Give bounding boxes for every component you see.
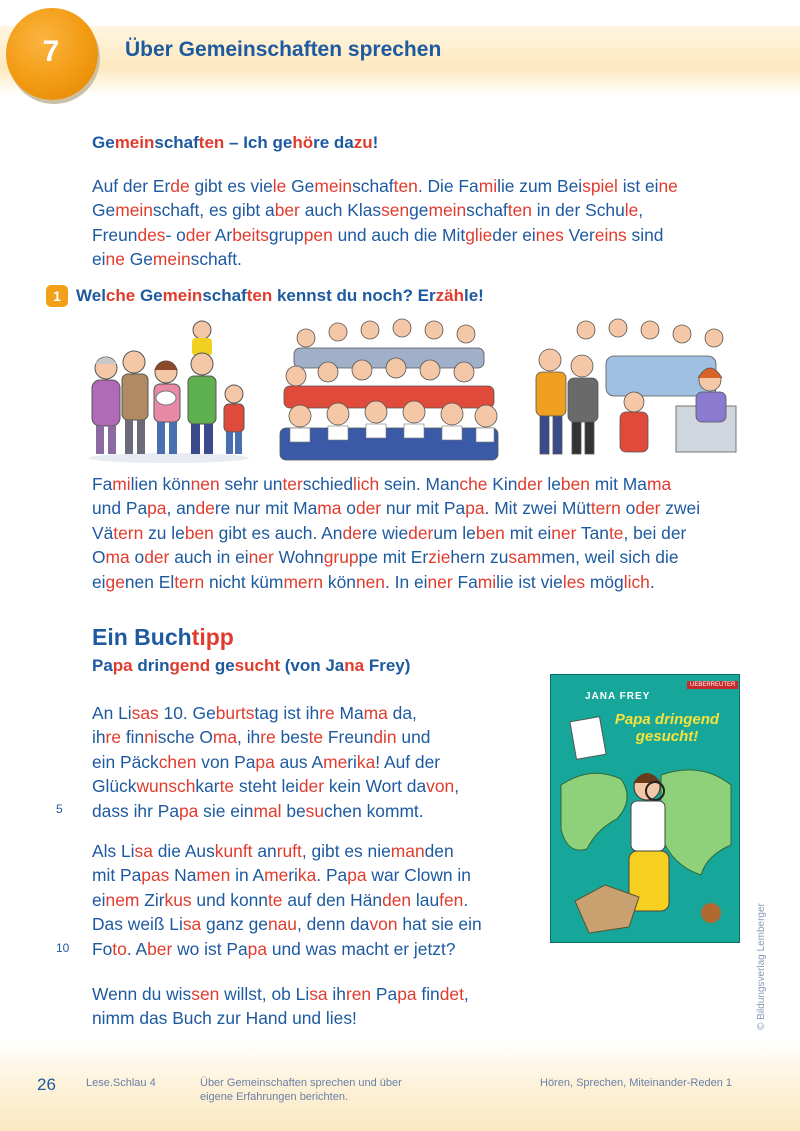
book-tip-heading: Ein Buchtipp: [92, 624, 234, 650]
book-paragraph-3: Wenn du wissen willst, ob Lisa ihren Papa findet, nimm das Buch zur Hand und lies!: [92, 984, 469, 1029]
book-paragraph-1: An Lisas 10. Geburtstag ist ihre Mama da, ihre finnische Oma, ihre beste Freundin und ein Päckchen von Papa aus Amerika! Auf der Glückwunschkarte steht leider kein Wort davon, dass ihr Papa sie einmal besuchen kommt.: [92, 703, 460, 821]
chapter-badge: [6, 8, 98, 100]
page-number: 26: [37, 1075, 56, 1094]
chapter-number: 7: [42, 35, 60, 68]
task-prompt: Welche Gemeinschaften kennst du noch? Erzähle!: [76, 286, 484, 305]
book-cover-art: [551, 675, 739, 942]
book-author: JANA FREY: [585, 691, 651, 702]
family-illustration: [84, 316, 254, 464]
book-paragraph-2: Als Lisa die Auskunft anruft, gibt es niemanden mit Papas Namen in Amerika. Papa war Clown in einem Zirkus und konnte auf den Händen laufen. Das weiß Lisa ganz genau, denn davon hat sie ein Foto. Aber wo ist Papa und was macht er jetzt?: [92, 841, 482, 959]
class-illustration: [526, 316, 740, 464]
choir-illustration: [276, 316, 502, 464]
task-number-badge: 1: [46, 285, 68, 307]
book-publisher: UEBERREUTER: [687, 681, 738, 689]
copyright-notice: © Bildungsverlag Lemberger: [756, 903, 767, 1030]
book-cover-title: Papa dringend gesucht!: [614, 711, 720, 745]
book-tip-subtitle: Papa dringend gesucht (von Jana Frey): [92, 656, 411, 675]
footer-book: Lese.Schlau 4: [86, 1077, 156, 1089]
families-paragraph: Familien können sehr unterschiedlich sein. Manche Kinder leben mit Mama und Papa, andere nur mit Mama oder nur mit Papa. Mit zwei Müttern oder zwei Vätern zu leben gibt es auch. Andere wiederum leben mit einer Tante, bei der Oma oder auch in einer Wohngruppe mit Erziehern zusammen, weil sich die eigenen Eltern nicht kümmern können. In einer Familie ist vieles möglich.: [92, 474, 701, 592]
book-cover: [550, 674, 740, 943]
section-title: Gemeinschaften – Ich gehöre dazu!: [92, 133, 379, 152]
footer-topic: [200, 1076, 402, 1104]
line-number-5: 5: [56, 802, 63, 816]
footer-topic-line2: eigene Erfahrungen berichten.: [200, 1091, 348, 1103]
footer-topic-line1: Über Gemeinschaften sprechen und über: [200, 1077, 402, 1089]
line-number-10: 10: [56, 941, 70, 955]
chapter-title: Über Gemeinschaften sprechen: [125, 38, 442, 61]
footer-area: Hören, Sprechen, Miteinander-Reden 1: [540, 1077, 733, 1089]
intro-paragraph: Auf der Erde gibt es viele Gemeinschaften. Die Familie zum Beispiel ist eine Gemeinschaft, es gibt aber auch Klassengemeinschaften in der Schule, Freundes- oder Arbeitsgruppen und auch die Mitglieder eines Vereins sind eine Gemeinschaft.: [92, 176, 678, 270]
